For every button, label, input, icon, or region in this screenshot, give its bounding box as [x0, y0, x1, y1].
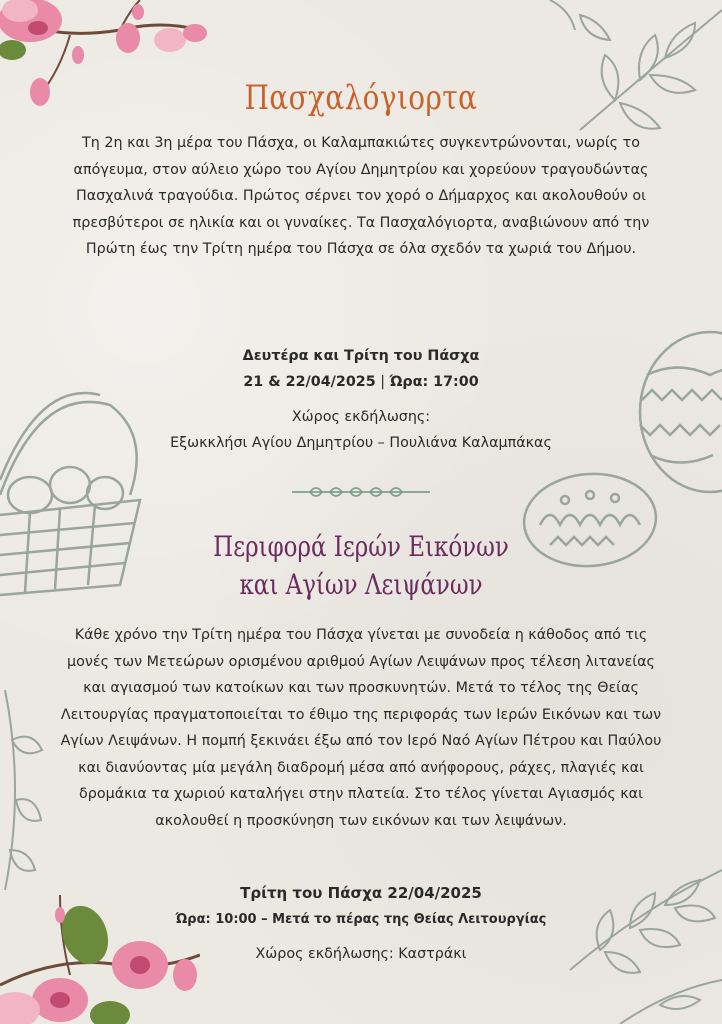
- venue-label: Χώρος εκδήλωσης:: [291, 409, 431, 425]
- event-date-time: [0, 374, 722, 390]
- event-date-separator: |: [375, 374, 390, 390]
- section-paragraph: Κάθε χρόνο την Τρίτη ημέρα του Πάσχα γίνεται με συνοδεία η κάθοδος από τις μονές των Μετεώρων ορισμένου αριθμού Αγίων Λειψάνων προς τέλεση λιτανείας και αγιασμού των κατοίκων και των προσκυνητών. Μετά το τέλος της Θείας Λειτουργίας πραγματοποιείται το έθιμο της περιφοράς των Ιερών Εικόνων και των Αγίων Λειψάνων. Η πομπή ξεκινάει έξω από τον Ιερό Ναό Αγίων Πέτρου και Παύλου και διανύοντας μία μεγάλη διαδρομή μέσα από ανήφορους, ράχες, πλαγιές και δρομάκια τα χωριού καταλήγει στην πλατεία. Στο τέλος γίνεται Αγιασμός και ακολουθεί η προσκύνηση των εικόνων και των λειψάνων.: [60, 627, 662, 829]
- event-time: Ώρα: 10:00 – Μετά το πέρας της Θείας Λειτουργίας: [175, 912, 547, 927]
- section-title: Πασχαλόγιορτα: [244, 78, 478, 118]
- event-day-date: Τρίτη του Πάσχα 22/04/2025: [240, 884, 482, 902]
- section-paragraph: Τη 2η και 3η μέρα του Πάσχα, οι Καλαμπακιώτες συγκεντρώνονται, νωρίς το απόγευμα, στον αύλειο χώρο του Αγίου Δημητρίου και χορεύουν τραγουδώντας Πασχαλινά τραγούδια. Πρώτος σέρνει τον χορό ο Δήμαρχος και ακολουθούν οι πρεσβύτεροι σε ηλικία και οι γυναίκες. Τα Πασχαλόγιορτα, αναβιώνουν από την Πρώτη έως την Τρίτη ημέρα του Πάσχα σε όλα σχεδόν τα χωριά του Δήμου.: [72, 135, 650, 257]
- event-time-label: Ώρα: 17:00: [389, 374, 479, 390]
- venue-value: Εξωκκλήσι Αγίου Δημητρίου – Πουλιάνα Καλαμπάκας: [170, 435, 552, 451]
- section-title-line2: και Αγίων Λειψάνων: [239, 568, 483, 601]
- section-title-line1: Περιφορά Ιερών Εικόνων: [213, 530, 509, 563]
- event-days: Δευτέρα και Τρίτη του Πάσχα: [242, 348, 480, 364]
- leaf-divider-icon: [290, 483, 432, 501]
- venue-line: Χώρος εκδήλωσης: Καστράκι: [255, 946, 467, 962]
- event-date: 21 & 22/04/2025: [243, 374, 376, 390]
